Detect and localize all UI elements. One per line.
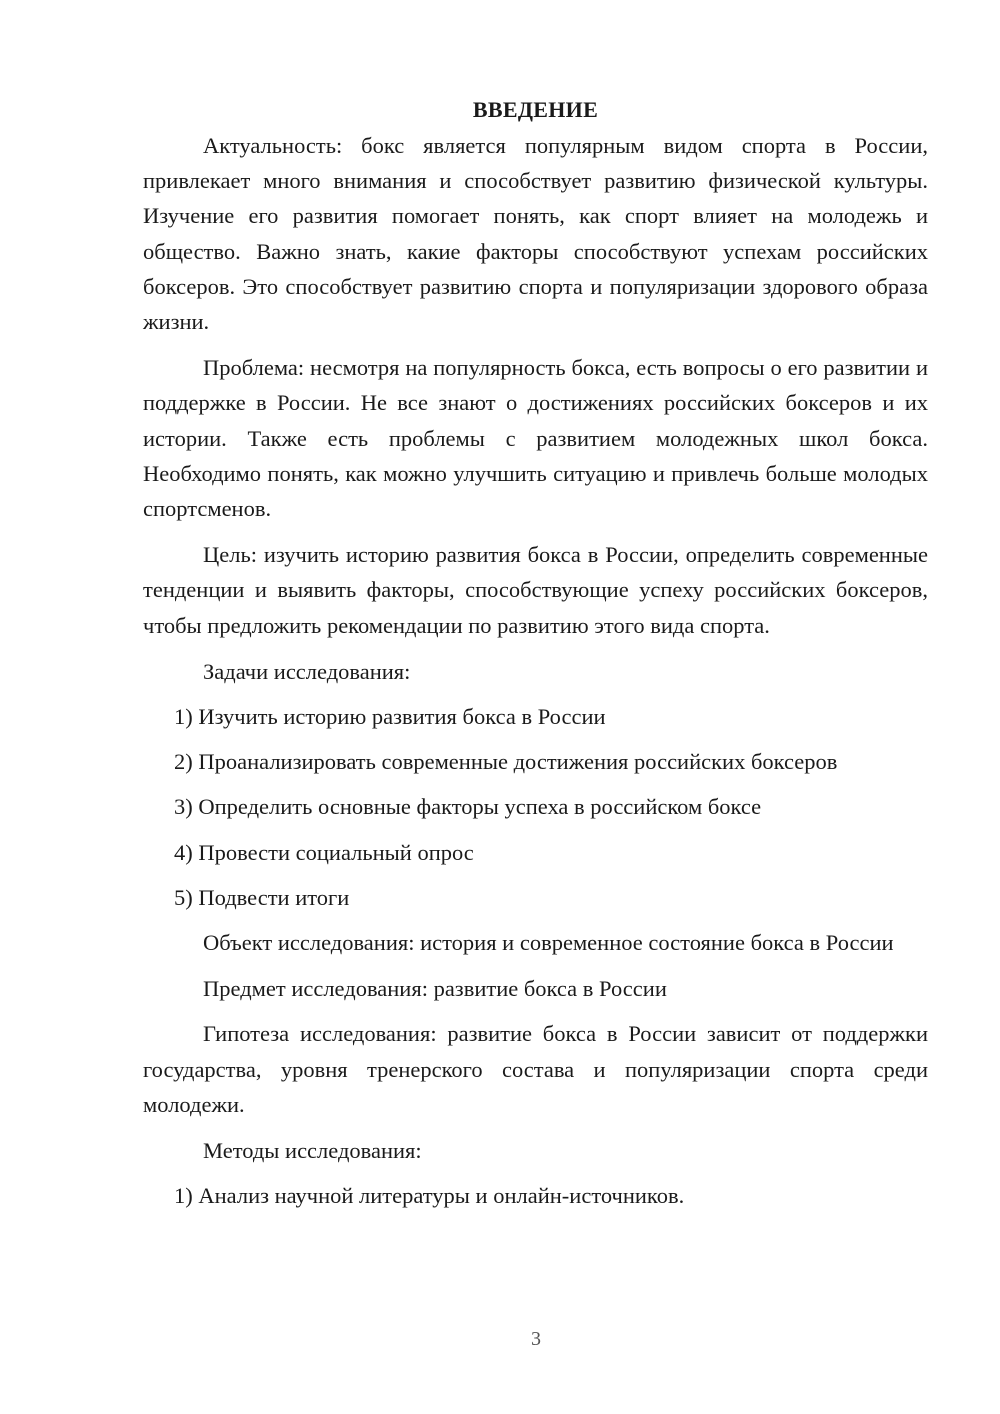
tasks-heading: Задачи исследования: (203, 658, 411, 684)
methods-heading: Методы исследования: (203, 1138, 422, 1164)
task-item: 2) Проанализировать современные достижения российских боксеров (174, 749, 838, 775)
section-title: ВВЕДЕНИЕ (472, 97, 599, 122)
method-item: 1) Анализ научной литературы и онлайн-источников. (174, 1183, 685, 1209)
goal-paragraph: Цель: изучить историю развития бокса в России, определить современные тенденции и выявить факторы, способствующие успеху российских боксеров, чтобы предложить рекомендации по развитию этого вида спорта. (143, 542, 928, 638)
task-item: 4) Провести социальный опрос (174, 839, 474, 865)
hypothesis-paragraph: Гипотеза исследования: развитие бокса в России зависит от поддержки государства, уровня тренерского состава и популяризации спорта среди молодежи. (143, 1021, 928, 1117)
subject-paragraph: Предмет исследования: развитие бокса в России (203, 976, 667, 1002)
page-number: 3 (531, 1328, 541, 1350)
object-paragraph: Объект исследования: история и современное состояние бокса в России (203, 930, 894, 956)
document-page (143, 92, 928, 1223)
task-item: 3) Определить основные факторы успеха в российском боксе (174, 794, 762, 820)
task-item: 5) Подвести итоги (174, 884, 350, 910)
problem-paragraph: Проблема: несмотря на популярность бокса, есть вопросы о его развитии и поддержке в России. Не все знают о достижениях российских боксеров и их истории. Также есть проблемы с развитием молодежных школ бокса. Необходимо понять, как можно улучшить ситуацию и привлечь больше молодых спортсменов. (143, 355, 928, 522)
task-item: 1) Изучить историю развития бокса в России (174, 704, 606, 730)
relevance-paragraph: Актуальность: бокс является популярным видом спорта в России, привлекает много внимания и способствует развитию физической культуры. Изучение его развития помогает понять, как спорт влияет на молодежь и общество. Важно знать, какие факторы способствуют успехам российских боксеров. Это способствует развитию спорта и популяризации здорового образа жизни. (143, 133, 928, 335)
